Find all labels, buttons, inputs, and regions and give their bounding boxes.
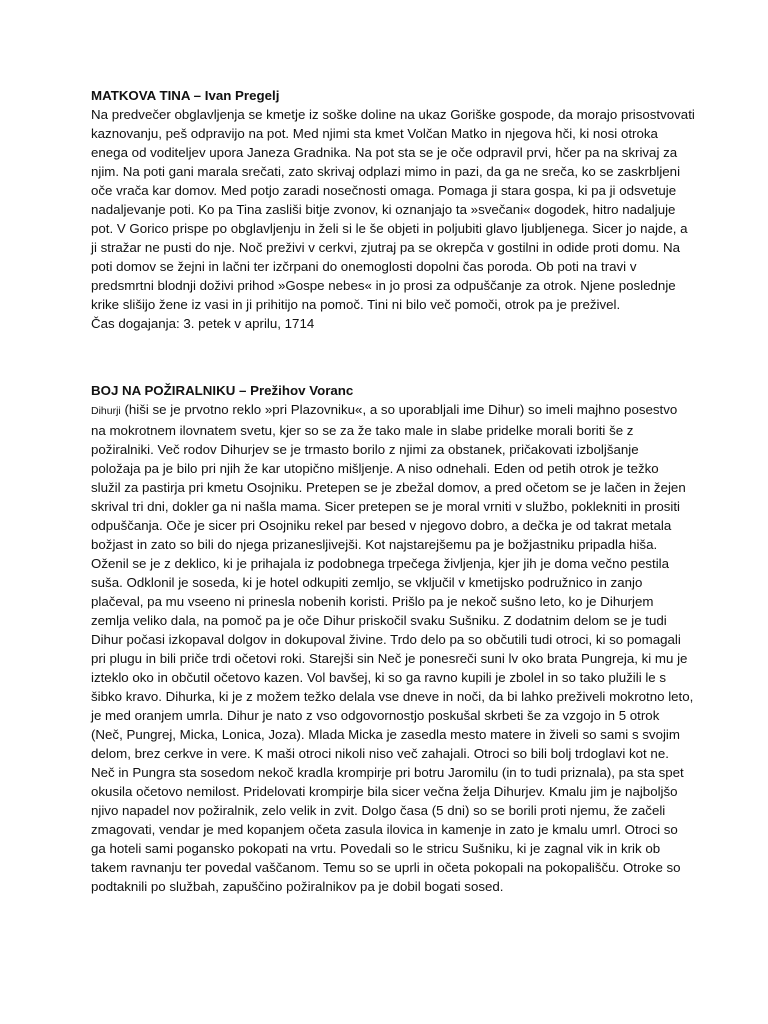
text-line: zmagovati, vendar je med kopanjem očeta zasula ilovica in kamenje in zato je kmalu umrl. Otroci so bbox=[91, 822, 678, 837]
text-line: predsmrtni blodnji doživi prihod »Gospe nebes« in jo prosi za odpuščanje za otrok. Njene poslednje bbox=[91, 278, 676, 293]
text-line: takem ravnanju ter povedal vaščanom. Temu so se uprli in očeta pokopali na pokopališču. Otroke so bbox=[91, 860, 681, 875]
section-body bbox=[91, 105, 695, 333]
first-word: Dihurji bbox=[91, 405, 121, 417]
text-line: šibko kravo. Dihurka, ki je z možem težko delala vse dneve in noči, da bi lahko preživeli mokrotno leto, bbox=[91, 689, 694, 704]
text-line: njivo napadel nov požiralnik, zelo velik in zvit. Dolgo časa (5 dni) so se borili proti njemu, že začeli bbox=[91, 803, 666, 818]
text-line: Oženil se je z deklico, ki je prihajala iz podobnega trpečega življenja, kjer jih je doma večno pestila bbox=[91, 556, 669, 571]
section-body bbox=[91, 400, 694, 896]
text-line: kaznovanju, peš odpravijo na pot. Med njimi sta kmet Volčan Matko in njegova hči, ki nosi otroka bbox=[91, 126, 658, 141]
text-line: poti domov se žejni in lačni ter izčrpani do onemoglosti dopolni čas poroda. Ob poti na travi v bbox=[91, 259, 637, 274]
text-line: njim. Na poti gani marala srečati, zato skrivaj odplazi mimo in pazi, da ga ne sreča, ko se zaskrbljeni bbox=[91, 164, 681, 179]
text-line: pot. V Gorico prispe po obglavljenju in želi si le še objeti in poljubiti glavo ljubljenega. Sicer jo najde, a bbox=[91, 221, 688, 236]
text-line: enega od voditeljev upora Janeza Gradnika. Na pot sta se je oče odpravil prvi, hčer pa na skrivaj za bbox=[91, 145, 678, 160]
text-line: položaja pa je bilo pri njih že kar utopično mišljenje. A niso odnehali. Eden od petih otrok je težko bbox=[91, 461, 659, 476]
text-line: podtaknili po službah, zapuščino požiralnikov pa je dobil bogati sosed. bbox=[91, 879, 504, 894]
text-line: nadaljevanje poti. Ko pa Tina zasliši bitje zvonov, ki oznanjajo ta »svečani« dogodek, hitro nadaljuje bbox=[91, 202, 676, 217]
text-line: suša. Odklonil je soseda, ki je hotel odkupiti zemljo, se vključil v kmetijsko podružnico in zanjo bbox=[91, 575, 643, 590]
text-line: odpuščanja. Oče je sicer pri Osojniku rekel par besed v njegovo dobro, a dečka je od takrat metala bbox=[91, 518, 672, 533]
text-line: pri plugu in bili priče trdi očetovi roki. Starejši sin Neč je ponesreči suni lv oko brata Pungreja, ki mu je bbox=[91, 651, 688, 666]
section-title: BOJ NA POŽIRALNIKU – Prežihov Voranc bbox=[91, 383, 354, 398]
text-line: (Neč, Pungrej, Micka, Lonica, Joza). Mlada Micka je zasedla mesto matere in živeli so sami s svojim bbox=[91, 727, 680, 742]
text-line: požiralniki. Več rodov Dihurjev se je trmasto borilo z njimi za obstanek, pričakovati izboljšanje bbox=[91, 442, 639, 457]
section-boj-na-poziralniku bbox=[91, 381, 694, 896]
text-line: božjast in zato so bili do njega prizanesljivejši. Kot najstarejšemu pa je božjastniku pripadla hiša. bbox=[91, 537, 658, 552]
time-of-events: Čas dogajanja: 3. petek v aprilu, 1714 bbox=[91, 316, 315, 331]
text-line: ji stražar ne pusti do nje. Noč preživi v cerkvi, zjutraj pa se okrepča v gostilni in odide proti domu. Na bbox=[91, 240, 681, 255]
text-line: je med oranjem umrla. Dihur je nato z vso odgovornostjo poskušal skrbeti še za vzgojo in 5 otrok bbox=[91, 708, 660, 723]
text-line: izteklo oko in občutil očetovo kazen. Vol bavšej, ki so ga ravno kupili je zbolel in so tako plužili le s bbox=[91, 670, 667, 685]
section-title: MATKOVA TINA – Ivan Pregelj bbox=[91, 88, 280, 103]
text-line: ga hoteli sami pogansko pokopati na vrtu. Povedali so le stricu Sušniku, ki je zagnal vik in krik ob bbox=[91, 841, 661, 856]
section-matkova-tina bbox=[91, 86, 695, 333]
text-line: zemlja veliko dala, na pomoč pa je oče Dihur priskočil svaku Sušniku. Z dodatnim delom se je tudi bbox=[91, 613, 667, 628]
text-line bbox=[91, 400, 691, 421]
text-line: oče vrača kar domov. Med potjo zaradi nosečnosti omaga. Pomaga ji stara gospa, ki pa ji odsvetuje bbox=[91, 183, 677, 198]
first-line-rest: (hiši se je prvotno reklo »pri Plazovniku«, a so uporabljali ime Dihur) so imeli majhno posestvo bbox=[120, 402, 678, 417]
text-line: Dihur počasi izkopaval dolgov in dokupoval živine. Trdo delo pa so občutili tudi otroci, ki so pomagali bbox=[91, 632, 681, 647]
text-line: Na predvečer obglavljenja se kmetje iz soške doline na ukaz Goriške gospode, da morajo prisostvovati bbox=[91, 107, 695, 122]
text-line: na mokrotnem ilovnatem svetu, kjer so se za že tako male in slabe pridelke morali boriti še z bbox=[91, 423, 634, 438]
text-line: skrival tri dni, dokler ga ni našla mama. Sicer pretepen se je moral vrniti v službo, poklekniti in prositi bbox=[91, 499, 681, 514]
text-line: plačeval, pa mu vseeno ni prinesla nobenih koristi. Prišlo pa je nekoč sušno leto, ko je Dihurjem bbox=[91, 594, 654, 609]
document-page bbox=[91, 86, 695, 896]
text-line: služil za pastirja pri kmetu Osojniku. Pretepen se je zbežal domov, a pred očetom se je lačen in žejen bbox=[91, 480, 686, 495]
text-line: Neč in Pungra sta sosedom nekoč kradla krompirje pri botru Jaromilu (in to tudi priznala), pa sta spet bbox=[91, 765, 684, 780]
text-line: delom, brez cerkve in vere. K maši otroci nikoli niso več zahajali. Otroci so bili bolj trdoglavi kot ne. bbox=[91, 746, 669, 761]
text-line: krike slišijo žene iz vasi in ji prihitijo na pomoč. Tini ni bilo več pomoči, otrok pa je preživel. bbox=[91, 297, 621, 312]
text-line: okusila očetovo nemilost. Pridelovati krompirje bila sicer večna želja Dihurjev. Kmalu jim je najboljšo bbox=[91, 784, 678, 799]
section-gap bbox=[91, 333, 691, 381]
